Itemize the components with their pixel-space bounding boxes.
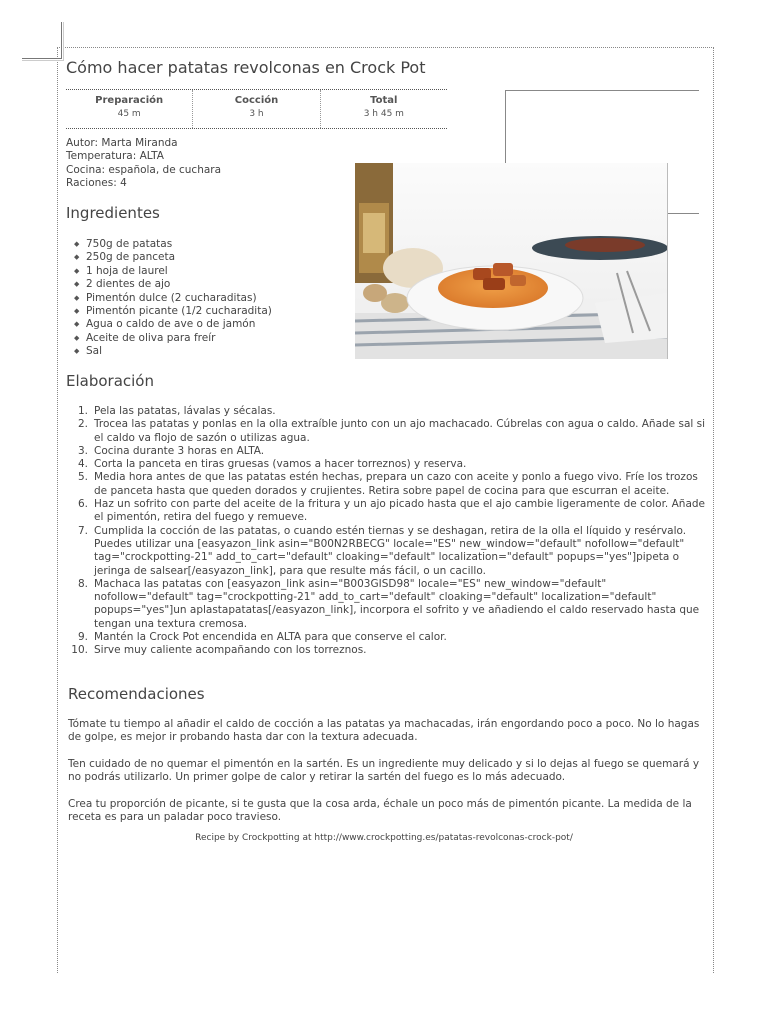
meta-cuisine: Cocina: española, de cuchara (66, 163, 222, 176)
step-item: 2. Trocea las patatas y ponlas en la olla extraíble junto con un ajo machacado. Cúbrelas con agua o caldo. Añade sal si el caldo va flojo de sazón o utilizas agua. (77, 418, 706, 444)
time-label: Cocción (234, 95, 279, 106)
list-item: ◆ Agua o caldo de ave o de jamón (74, 318, 256, 331)
step-item: 4. Corta la panceta en tiras gruesas (vamos a hacer torreznos) y reserva. (77, 458, 467, 471)
time-table (66, 89, 447, 129)
diamond-bullet-icon: ◆ (74, 320, 80, 329)
time-total (321, 90, 447, 128)
time-label: Total (370, 95, 398, 106)
recipe-photo (355, 163, 667, 359)
steps-list (66, 405, 706, 658)
time-label: Preparación (95, 95, 164, 106)
ingredients-list (72, 238, 272, 359)
time-prep (66, 90, 193, 128)
list-item: ◆ Aceite de oliva para freír (74, 331, 216, 344)
crop-mark (22, 60, 64, 61)
diamond-bullet-icon: ◆ (74, 240, 80, 248)
step-item: 10. Sirve muy caliente acompañando con los torreznos. (71, 644, 367, 657)
list-item: ◆ 1 hoja de laurel (74, 264, 168, 277)
meta-author: Autor: Marta Miranda (66, 137, 178, 149)
time-value: 3 h (249, 109, 264, 119)
recommendation-paragraph: Crea tu proporción de picante, si te gusta que la cosa arda, échale un poco más de pimentón picante. La medida de la receta es para un paladar poco travieso. (68, 798, 692, 824)
steps-heading: Elaboración (66, 372, 154, 390)
step-item: 9. Mantén la Crock Pot encendida en ALTA para que conserve el calor. (77, 631, 447, 644)
time-value: 3 h 45 m (363, 109, 404, 119)
list-item: ◆ Pimentón dulce (2 cucharaditas) (74, 291, 257, 304)
step-item: 8. Machaca las patatas con [easyazon_link asin="B003GISD98" locale="ES" new_window="default" nofollow="default" tag="crockpotting-21" add_to_cart="default" cloaking="default" localization="default" popups="yes"]un aplastapatatas[/easyazon_link], incorpora el sofrito y ve añadiendo el caldo reservado hasta que tengan una textura cremosa. (77, 577, 700, 630)
step-item: 7. Cumplida la cocción de las patatas, o cuando estén tiernas y se deshagan, retira de la olla el líquido y resérvalo. Puedes utilizar una [easyazon_link asin="B00N2RBECG" locale="ES" new_window="default" nofollow="default" tag="crockpotting-21" add_to_cart="default" cloaking="default" localization="default" popups="yes"]pipeta o jeringa de salsear[/easyazon_link], para que resulte más fácil, o un cacillo. (77, 524, 687, 577)
list-item: ◆ Pimentón picante (1/2 cucharadita) (74, 305, 272, 318)
diamond-bullet-icon: ◆ (74, 347, 80, 356)
decorative-rule (505, 90, 699, 91)
crop-mark (63, 22, 64, 61)
list-item: ◆ 750g de patatas (74, 238, 173, 250)
crop-mark (61, 22, 62, 59)
recommendation-paragraph: Tómate tu tiempo al añadir el caldo de cocción a las patatas ya machacadas, irán engordando poco a poco. No lo hagas de golpe, es mejor ir probando hasta dar con la textura adecuada. (68, 718, 700, 744)
decorative-rule (667, 213, 699, 214)
step-item: 5. Media hora antes de que las patatas estén hechas, prepara un cazo con aceite y ponlo a fuego vivo. Fríe los trozos de panceta hasta que queden dorados y crujientes. Retira sobre papel de cocina para que escurran el aceite. (77, 471, 698, 497)
step-item: 1. Pela las patatas, lávalas y sécalas. (77, 405, 276, 417)
meta-servings: Raciones: 4 (66, 176, 127, 189)
meta-temperature: Temperatura: ALTA (66, 150, 164, 163)
diamond-bullet-icon: ◆ (74, 293, 80, 302)
recipe-credit: Recipe by Crockpotting at http://www.crockpotting.es/patatas-revolconas-crock-pot/ (195, 833, 573, 843)
list-item: ◆ 250g de panceta (74, 251, 176, 264)
list-item: ◆ 2 dientes de ajo (74, 278, 171, 291)
time-cook (193, 90, 320, 128)
ingredients-heading: Ingredientes (66, 204, 160, 222)
recipe-title: Cómo hacer patatas revolconas en Crock Pot (66, 58, 426, 77)
diamond-bullet-icon: ◆ (74, 333, 80, 342)
step-item: 3. Cocina durante 3 horas en ALTA. (77, 444, 265, 457)
time-value: 45 m (117, 109, 141, 119)
recipe-meta (66, 137, 221, 190)
diamond-bullet-icon: ◆ (74, 253, 80, 262)
recommendation-paragraph: Ten cuidado de no quemar el pimentón en la sartén. Es un ingrediente muy delicado y si lo dejas al fuego se quemará y no podrás utilizarlo. Un primer golpe de calor y retirar la sartén del fuego es lo más adecuado. (68, 758, 700, 784)
step-item: 6. Haz un sofrito con parte del aceite de la fritura y un ajo picado hasta que el ajo cambie ligeramente de color. Añade el pimentón, retira del fuego y remueve. (77, 498, 706, 524)
decorative-rule (667, 163, 668, 359)
recommendations-heading: Recomendaciones (68, 685, 205, 703)
diamond-bullet-icon: ◆ (74, 307, 80, 316)
diamond-bullet-icon: ◆ (74, 280, 80, 289)
diamond-bullet-icon: ◆ (74, 266, 80, 275)
crop-mark (22, 58, 62, 59)
list-item: ◆ Sal (74, 345, 103, 358)
decorative-rule (505, 90, 506, 163)
